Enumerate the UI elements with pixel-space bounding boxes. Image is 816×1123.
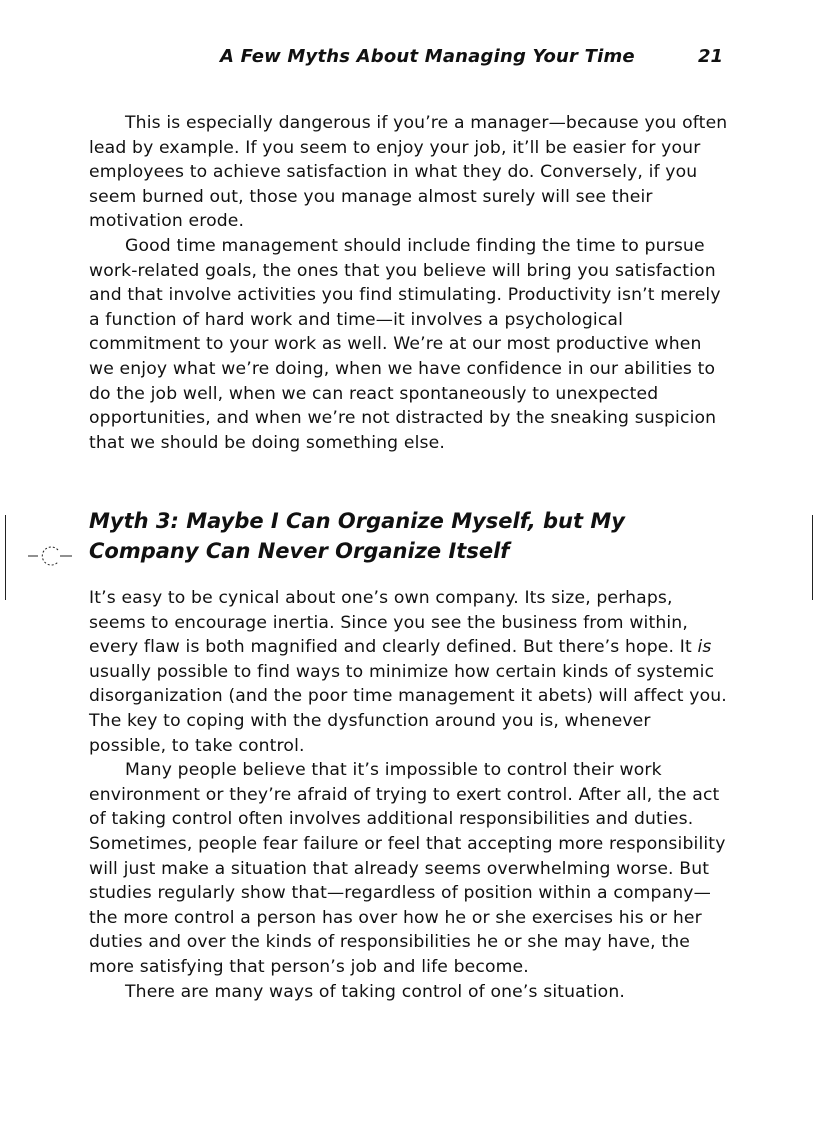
crop-line-right bbox=[812, 515, 813, 600]
registration-mark-icon bbox=[28, 544, 72, 568]
section-heading bbox=[89, 506, 729, 566]
running-head bbox=[90, 46, 723, 72]
paragraph: Good time management should include finding the time to pursue work-related goals, the ones that you believe will bring you satisfaction and that involve activities you find stimulating. Productivity isn’t merely a function of hard work and time—it involves a psychological commitment to your work as well. We’re at our most productive when we enjoy what we’re doing, when we have confidence in our abilities to do the job well, when we can react spontaneously to unexpected opportunities, and when we’re not distracted by the sneaking suspicion that we should be doing something else. bbox=[89, 235, 721, 453]
paragraph bbox=[89, 586, 729, 758]
body-text-top bbox=[89, 111, 729, 455]
paragraph: Many people believe that it’s impossible to control their work environment or they’re afraid of trying to exert control. After all, the act of taking control often involves additional responsibilities and duties. Sometimes, people fear failure or feel that accepting more responsibility will just make a situation that already seems overwhelming worse. But studies regularly show that—regardless of position within a company—the more control a person has over how he or she exercises his or her duties and over the kinds of responsibilities he or she may have, the more satisfying that person’s job and life become. bbox=[89, 760, 726, 977]
section-heading-line: Myth 3: Maybe I Can Organize Myself, but My bbox=[89, 509, 625, 533]
section-heading-line: Company Can Never Organize Itself bbox=[89, 539, 510, 563]
crop-line-left bbox=[5, 515, 6, 600]
paragraph-text: usually possible to find ways to minimize how certain kinds of systemic disorganization (and the poor time management it abets) will affect you. The key to coping with the dysfunction around you is, whenever possible, to take control. bbox=[89, 661, 727, 756]
paragraph: There are many ways of taking control of one’s situation. bbox=[125, 981, 625, 1002]
body-text-section bbox=[89, 586, 729, 1004]
page-number: 21 bbox=[697, 46, 723, 67]
running-head-title: A Few Myths About Managing Your Time bbox=[220, 46, 635, 67]
paragraph-text: It’s easy to be cynical about one’s own company. Its size, perhaps, seems to encourage inertia. Since you see the business from within, every flaw is both magnified and clearly defined. But there’s hope. It bbox=[89, 588, 698, 658]
emphasis-text: is bbox=[697, 637, 712, 658]
paragraph: This is especially dangerous if you’re a manager—because you often lead by example. If you seem to enjoy your job, it’ll be easier for your employees to achieve satisfaction in what they do. Conversely, if you seem burned out, those you manage almost surely will see their motivation erode. bbox=[89, 113, 728, 232]
